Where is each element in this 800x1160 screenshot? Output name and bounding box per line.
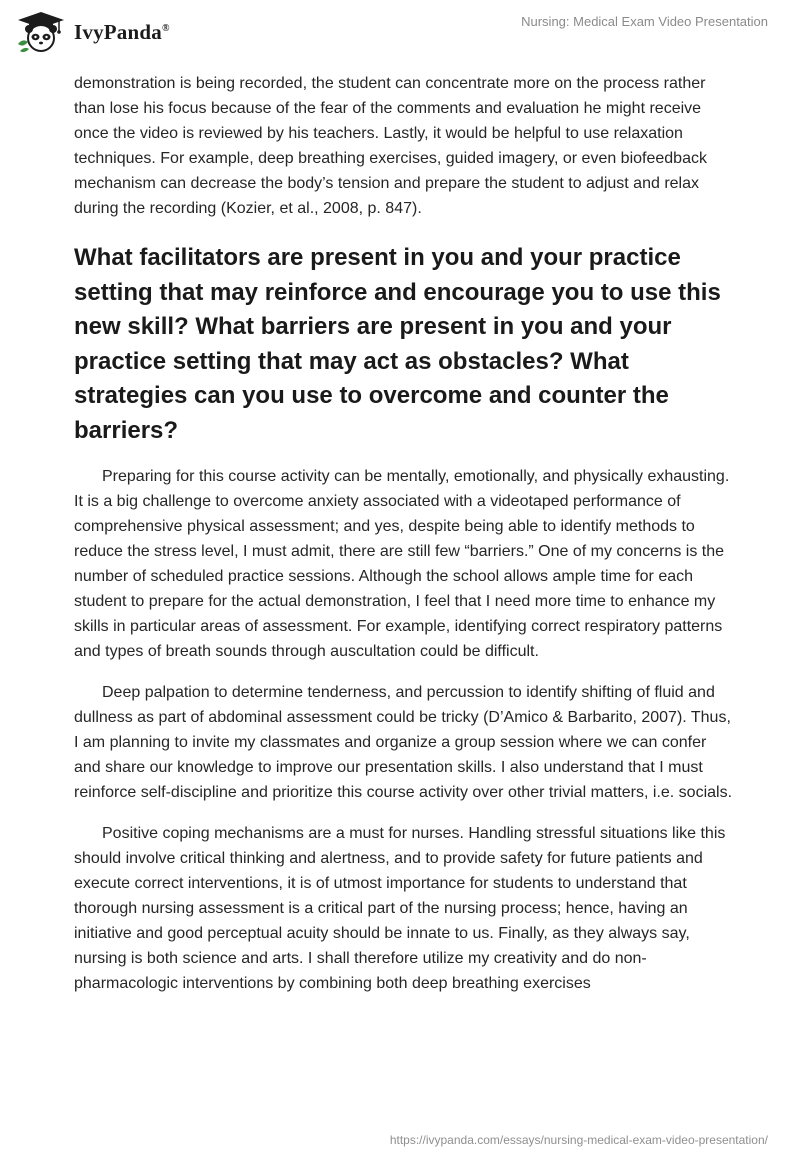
panda-graduation-cap-icon (14, 10, 68, 54)
paragraph-continuation: demonstration is being recorded, the student can concentrate more on the process rather than lose his focus because of the fear of the comments and evaluation he might receive once the video is reviewed by his teachers. Lastly, it would be helpful to use relaxation techniques. For example, deep breathing exercises, guided imagery, or even biofeedback mechanism can decrease the body’s tension and prepare the student to adjust and relax during the recording (Kozier, et al., 2008, p. 847). (74, 75, 707, 217)
page-header (0, 0, 800, 64)
paragraph-barriers: Preparing for this course activity can be mentally, emotionally, and physically exhausting. It is a big challenge to overcome anxiety associated with a videotaped performance of comprehensive physical assessment; and yes, despite being able to identify methods to reduce the stress level, I must admit, there are still few “barriers.” One of my concerns is the number of scheduled practice sessions. Although the school allows ample time for each student to prepare for the actual demonstration, I feel that I need more time to enhance my skills in particular areas of assessment. For example, identifying correct respiratory patterns and types of breath sounds through auscultation could be difficult. (74, 468, 730, 660)
document-title: Nursing: Medical Exam Video Presentation (521, 14, 768, 29)
section-heading: What facilitators are present in you and your practice setting that may reinforce and encourage you to use this new skill? What barriers are present in you and your practice setting that may act as obstacles? What strategies can you use to overcome and counter the barriers? (74, 244, 721, 444)
registered-mark: ® (161, 22, 170, 34)
source-url[interactable]: https://ivypanda.com/essays/nursing-medical-exam-video-presentation/ (389, 1133, 768, 1147)
ivypanda-logo[interactable] (14, 10, 170, 54)
essay-body (74, 71, 734, 996)
paragraph-coping: Positive coping mechanisms are a must for nurses. Handling stressful situations like this should involve critical thinking and alertness, and to provide safety for future patients and execute correct interventions, it is of utmost importance for students to understand that thorough nursing assessment is a critical part of the nursing process; hence, having an initiative and good perceptual acuity should be innate to us. Finally, as they always say, nursing is both science and arts. I shall therefore utilize my creativity and do non-pharmacologic interventions by combining both deep breathing exercises (74, 825, 726, 992)
paragraph-strategies: Deep palpation to determine tenderness, and percussion to identify shifting of fluid and dullness as part of abdominal assessment could be tricky (D’Amico & Barbarito, 2007). Thus, I am planning to invite my classmates and organize a group session where we can confer and share our knowledge to improve our presentation skills. I also understand that I must reinforce self-discipline and prioritize this course activity over other trivial matters, i.e. socials. (74, 684, 733, 801)
logo-wordmark: IvyPanda® (74, 19, 170, 44)
